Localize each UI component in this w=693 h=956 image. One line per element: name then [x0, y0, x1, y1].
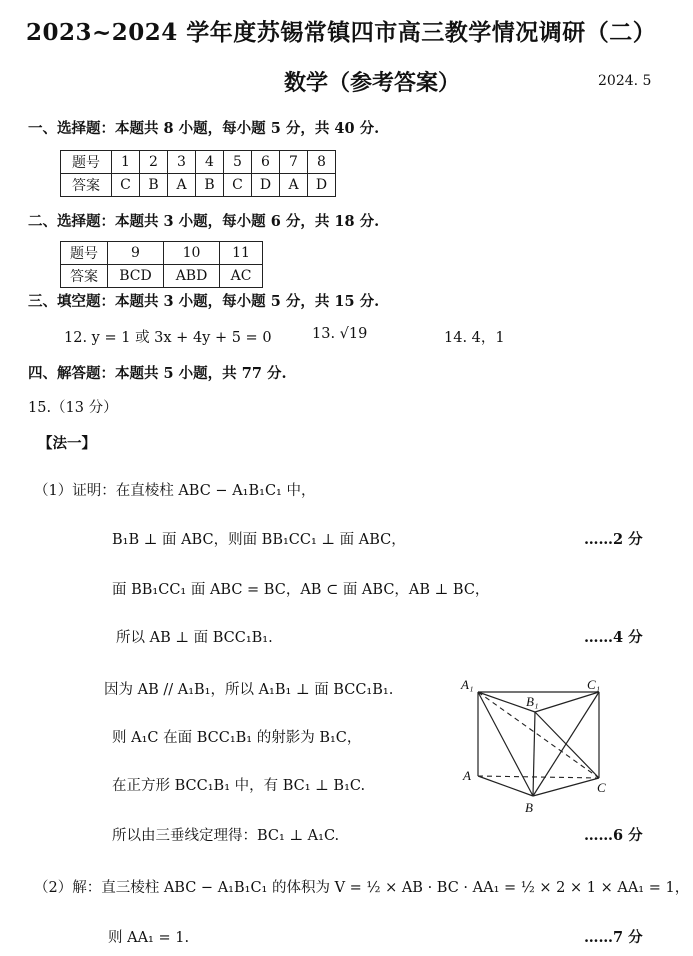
table-row	[61, 265, 263, 288]
table-cell: BCD	[108, 265, 164, 288]
table-cell: B	[196, 174, 224, 197]
solution-line: 面 BB₁CC₁ 面 ABC = BC，AB ⊂ 面 ABC，AB ⊥ BC，	[112, 582, 490, 598]
answer-q14: 14. 4，1	[444, 330, 505, 346]
table-cell: 题号	[61, 151, 112, 174]
solution-line: 所以 AB ⊥ 面 BCC₁B₁.	[116, 630, 273, 646]
section1-answer-table	[60, 150, 336, 197]
edge-bb1	[533, 712, 535, 796]
table-cell: 答案	[61, 174, 112, 197]
vertex-label: B₁	[526, 694, 539, 709]
edge-ab	[478, 776, 533, 796]
table-cell: D	[252, 174, 280, 197]
table-cell: 6	[252, 151, 280, 174]
answer-q12: 12. y = 1 或 3x + 4y + 5 = 0	[64, 330, 272, 346]
method-label: 【法一】	[38, 435, 96, 452]
solution-line: 则 AA₁ = 1.	[108, 930, 190, 946]
score-mark: ……2 分	[584, 531, 643, 548]
table-cell: C	[224, 174, 252, 197]
prism-figure	[455, 672, 625, 822]
diagonal-b1c	[535, 712, 599, 778]
document-date: 2024. 5	[598, 73, 652, 89]
table-row	[61, 242, 263, 265]
edge-b1c1	[535, 692, 599, 712]
table-cell: D	[308, 174, 336, 197]
section4-heading: 四、解答题：本题共 5 小题，共 77 分.	[28, 365, 287, 382]
solution-line: （1）证明：在直棱柱 ABC − A₁B₁C₁ 中，	[34, 483, 316, 499]
table-cell: 1	[112, 151, 140, 174]
table-cell: 题号	[61, 242, 108, 265]
table-cell: 4	[196, 151, 224, 174]
hidden-edge-ac	[478, 776, 599, 778]
vertex-label: A₁	[461, 677, 474, 692]
vertex-label: B	[525, 800, 533, 815]
table-cell: 答案	[61, 265, 108, 288]
solution-line: 在正方形 BCC₁B₁ 中，有 BC₁ ⊥ B₁C.	[112, 778, 366, 794]
table-cell: B	[140, 174, 168, 197]
vertex-label: A	[463, 768, 471, 783]
table-cell: 5	[224, 151, 252, 174]
table-cell: 10	[164, 242, 220, 265]
solution-line: 因为 AB // A₁B₁，所以 A₁B₁ ⊥ 面 BCC₁B₁.	[104, 682, 394, 698]
section3-heading: 三、填空题：本题共 3 小题，每小题 5 分，共 15 分.	[28, 293, 380, 310]
score-mark: ……7 分	[584, 929, 643, 946]
document-subtitle: 数学（参考答案）	[284, 70, 461, 96]
score-mark: ……6 分	[584, 827, 643, 844]
question-15-label: 15.（13 分）	[28, 400, 118, 416]
solution-line: B₁B ⊥ 面 ABC，则面 BB₁CC₁ ⊥ 面 ABC，	[112, 532, 406, 548]
table-cell: 2	[140, 151, 168, 174]
section2-heading: 二、选择题：本题共 3 小题，每小题 6 分，共 18 分.	[28, 213, 380, 230]
table-cell: A	[168, 174, 196, 197]
answer-q13: 13. √19	[312, 326, 368, 342]
hidden-diagonal-a1c	[478, 692, 599, 778]
vertex-label: C	[597, 780, 606, 795]
table-cell: AC	[220, 265, 263, 288]
section2-answer-table	[60, 241, 263, 288]
table-cell: 3	[168, 151, 196, 174]
vertex-label: C₁	[587, 677, 601, 692]
table-cell: C	[112, 174, 140, 197]
table-cell: 9	[108, 242, 164, 265]
table-cell: 7	[280, 151, 308, 174]
table-row	[61, 174, 336, 197]
document-title: 2023~2024 学年度苏锡常镇四市高三教学情况调研（二）	[26, 19, 657, 46]
diagonal-a1b	[478, 692, 533, 796]
solution-line: 则 A₁C 在面 BCC₁B₁ 的射影为 B₁C，	[112, 730, 362, 746]
section1-heading: 一、选择题：本题共 8 小题，每小题 5 分，共 40 分.	[28, 120, 380, 137]
table-cell: 11	[220, 242, 263, 265]
score-mark: ……4 分	[584, 629, 643, 646]
solution-line: （2）解：直三棱柱 ABC − A₁B₁C₁ 的体积为 V = ½ × AB · BC · AA₁ = ½ × 2 × 1 × AA₁ = 1，	[34, 880, 690, 896]
table-cell: ABD	[164, 265, 220, 288]
table-cell: A	[280, 174, 308, 197]
table-cell: 8	[308, 151, 336, 174]
table-row	[61, 151, 336, 174]
solution-line: 所以由三垂线定理得：BC₁ ⊥ A₁C.	[112, 828, 340, 844]
